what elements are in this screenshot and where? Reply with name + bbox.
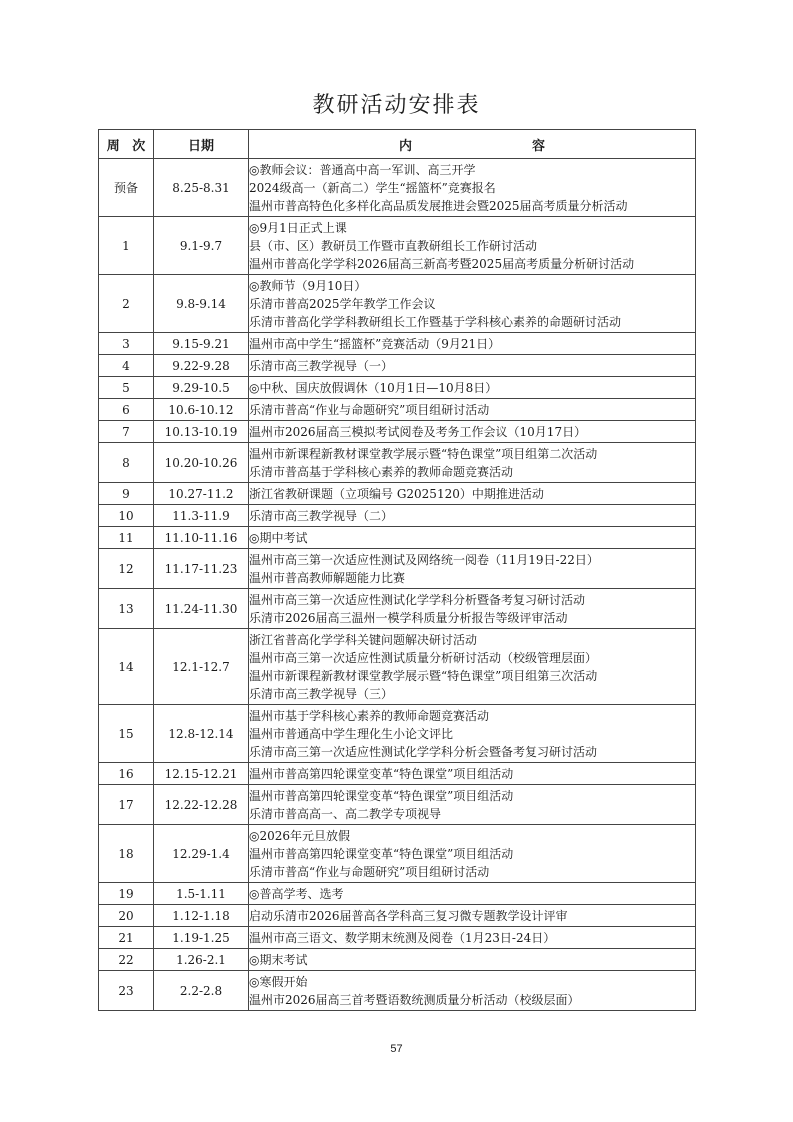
week-cell: 13 — [99, 589, 154, 629]
activity-line: 浙江省教研课题（立项编号 G2025120）中期推进活动 — [249, 486, 544, 501]
content-cell — [249, 589, 696, 629]
week-cell: 21 — [99, 927, 154, 949]
table-row — [99, 971, 696, 1011]
activity-line: ◎中秋、国庆放假调休（10月1日—10月8日） — [249, 380, 498, 395]
table-row — [99, 763, 696, 785]
activity-line: 温州市高三第一次适应性测试及网络统一阅卷（11月19日-22日） — [249, 552, 599, 567]
table-row — [99, 159, 696, 217]
date-cell: 9.22-9.28 — [154, 355, 249, 377]
content-cell — [249, 527, 696, 549]
page-number: 57 — [390, 1043, 403, 1055]
content-cell — [249, 159, 696, 217]
date-cell: 12.1-12.7 — [154, 629, 249, 705]
content-cell — [249, 549, 696, 589]
content-cell — [249, 927, 696, 949]
date-cell: 12.22-12.28 — [154, 785, 249, 825]
date-cell: 9.29-10.5 — [154, 377, 249, 399]
activity-line: 温州市普高教师解题能力比赛 — [249, 570, 406, 585]
week-cell: 22 — [99, 949, 154, 971]
content-cell — [249, 629, 696, 705]
activity-line: ◎教师节（9月10日） — [249, 278, 367, 293]
activity-line: ◎教师会议：普通高中高一军训、高三开学 — [249, 162, 476, 177]
page-title: 教研活动安排表 — [312, 93, 481, 118]
activity-line: 温州市普高特色化多样化高品质发展推进会暨2025届高考质量分析活动 — [249, 198, 628, 213]
week-cell: 8 — [99, 443, 154, 483]
table-row — [99, 421, 696, 443]
content-cell — [249, 399, 696, 421]
activity-line: 乐清市普高“作业与命题研究”项目组研讨活动 — [249, 402, 490, 417]
activity-line: 温州市2026届高三模拟考试阅卷及考务工作会议（10月17日） — [249, 424, 587, 439]
week-cell: 12 — [99, 549, 154, 589]
table-row — [99, 377, 696, 399]
date-cell: 10.20-10.26 — [154, 443, 249, 483]
week-cell: 3 — [99, 333, 154, 355]
table-header-row — [99, 130, 696, 159]
activity-line: 乐清市普高2025学年教学工作会议 — [249, 296, 436, 311]
content-cell — [249, 505, 696, 527]
content-cell — [249, 785, 696, 825]
table-row — [99, 905, 696, 927]
content-cell — [249, 355, 696, 377]
activity-line: ◎期中考试 — [249, 530, 308, 545]
week-cell: 14 — [99, 629, 154, 705]
table-row — [99, 443, 696, 483]
table-row — [99, 505, 696, 527]
date-cell: 11.17-11.23 — [154, 549, 249, 589]
date-cell: 2.2-2.8 — [154, 971, 249, 1011]
content-cell — [249, 443, 696, 483]
activity-line: 浙江省普高化学学科关键问题解决研讨活动 — [249, 632, 478, 647]
content-cell — [249, 905, 696, 927]
date-cell: 12.15-12.21 — [154, 763, 249, 785]
activity-line: 温州市普通高中学生理化生小论文评比 — [249, 726, 454, 741]
week-cell: 15 — [99, 705, 154, 763]
header-week: 周 次 — [99, 130, 154, 159]
date-cell: 10.27-11.2 — [154, 483, 249, 505]
content-cell — [249, 949, 696, 971]
content-cell — [249, 971, 696, 1011]
activity-line: 温州市新课程新教材课堂教学展示暨“特色课堂”项目组第二次活动 — [249, 446, 598, 461]
activity-line: 乐清市普高基于学科核心素养的教师命题竞赛活动 — [249, 464, 514, 479]
date-cell: 1.5-1.11 — [154, 883, 249, 905]
activity-line: 温州市高中学生“摇篮杯”竞赛活动（9月21日） — [249, 336, 501, 351]
activity-line: 温州市高三第一次适应性测试化学学科分析暨备考复习研讨活动 — [249, 592, 586, 607]
date-cell: 10.6-10.12 — [154, 399, 249, 421]
activity-line: 温州市高三第一次适应性测试质量分析研讨活动（校级管理层面） — [249, 650, 598, 665]
activity-line: 乐清市2026届高三温州一模学科质量分析报告等级评审活动 — [249, 610, 568, 625]
table-row — [99, 483, 696, 505]
week-cell: 7 — [99, 421, 154, 443]
week-cell: 11 — [99, 527, 154, 549]
content-cell — [249, 763, 696, 785]
activity-line: 县（市、区）教研员工作暨市直教研组长工作研讨活动 — [249, 238, 538, 253]
table-row — [99, 949, 696, 971]
date-cell: 12.29-1.4 — [154, 825, 249, 883]
week-cell: 5 — [99, 377, 154, 399]
date-cell: 9.15-9.21 — [154, 333, 249, 355]
activity-line: ◎2026年元旦放假 — [249, 828, 351, 843]
week-cell: 23 — [99, 971, 154, 1011]
content-cell — [249, 217, 696, 275]
date-cell: 11.10-11.16 — [154, 527, 249, 549]
date-cell: 12.8-12.14 — [154, 705, 249, 763]
week-cell: 预备 — [99, 159, 154, 217]
content-cell — [249, 275, 696, 333]
table-row — [99, 333, 696, 355]
week-cell: 9 — [99, 483, 154, 505]
week-cell: 6 — [99, 399, 154, 421]
activity-line: ◎期末考试 — [249, 952, 308, 967]
content-cell — [249, 483, 696, 505]
activity-line: 乐清市高三教学视导（三） — [249, 686, 394, 701]
activity-line: 温州市基于学科核心素养的教师命题竞赛活动 — [249, 708, 490, 723]
header-date: 日期 — [154, 130, 249, 159]
date-cell: 10.13-10.19 — [154, 421, 249, 443]
table-row — [99, 527, 696, 549]
activity-line: ◎普高学考、选考 — [249, 886, 344, 901]
table-row — [99, 275, 696, 333]
week-cell: 18 — [99, 825, 154, 883]
week-cell: 1 — [99, 217, 154, 275]
date-cell: 9.8-9.14 — [154, 275, 249, 333]
activity-line: 温州市普高第四轮课堂变革“特色课堂”项目组活动 — [249, 846, 514, 861]
date-cell: 1.19-1.25 — [154, 927, 249, 949]
table-row — [99, 825, 696, 883]
date-cell: 9.1-9.7 — [154, 217, 249, 275]
content-cell — [249, 705, 696, 763]
date-cell: 11.3-11.9 — [154, 505, 249, 527]
table-row — [99, 589, 696, 629]
week-cell: 20 — [99, 905, 154, 927]
content-cell — [249, 333, 696, 355]
table-row — [99, 549, 696, 589]
table-row — [99, 629, 696, 705]
table-row — [99, 927, 696, 949]
content-cell — [249, 421, 696, 443]
activity-line: 乐清市普高化学学科教研组长工作暨基于学科核心素养的命题研讨活动 — [249, 314, 622, 329]
date-cell: 1.26-2.1 — [154, 949, 249, 971]
week-cell: 10 — [99, 505, 154, 527]
table-row — [99, 785, 696, 825]
week-cell: 4 — [99, 355, 154, 377]
activity-line: 2024级高一（新高二）学生“摇篮杯”竞赛报名 — [249, 180, 496, 195]
week-cell: 16 — [99, 763, 154, 785]
table-row — [99, 399, 696, 421]
date-cell: 11.24-11.30 — [154, 589, 249, 629]
activity-line: ◎寒假开始 — [249, 974, 308, 989]
activity-line: ◎9月1日正式上课 — [249, 220, 347, 235]
activity-line: 温州市普高第四轮课堂变革“特色课堂”项目组活动 — [249, 788, 514, 803]
date-cell: 1.12-1.18 — [154, 905, 249, 927]
activity-line: 温州市2026届高三首考暨语数统测质量分析活动（校级层面） — [249, 992, 580, 1007]
content-cell — [249, 883, 696, 905]
activity-line: 乐清市普高“作业与命题研究”项目组研讨活动 — [249, 864, 490, 879]
activity-line: 启动乐清市2026届普高各学科高三复习微专题教学设计评审 — [249, 908, 568, 923]
table-row — [99, 355, 696, 377]
activity-line: 乐清市高三教学视导（一） — [249, 358, 394, 373]
activity-line: 温州市高三语文、数学期末统测及阅卷（1月23日-24日） — [249, 930, 556, 945]
activity-line: 乐清市普高高一、高二教学专项视导 — [249, 806, 442, 821]
table-row — [99, 217, 696, 275]
date-cell: 8.25-8.31 — [154, 159, 249, 217]
activity-line: 乐清市高三教学视导（二） — [249, 508, 394, 523]
table-row — [99, 705, 696, 763]
schedule-table — [98, 129, 696, 1011]
content-cell — [249, 377, 696, 399]
table-row — [99, 883, 696, 905]
header-content: 内容 — [249, 130, 696, 159]
week-cell: 2 — [99, 275, 154, 333]
week-cell: 19 — [99, 883, 154, 905]
activity-line: 温州市普高第四轮课堂变革“特色课堂”项目组活动 — [249, 766, 514, 781]
activity-line: 温州市普高化学学科2026届高三新高考暨2025届高考质量分析研讨活动 — [249, 256, 635, 271]
content-cell — [249, 825, 696, 883]
activity-line: 乐清市高三第一次适应性测试化学学科分析会暨备考复习研讨活动 — [249, 744, 598, 759]
activity-line: 温州市新课程新教材课堂教学展示暨“特色课堂”项目组第三次活动 — [249, 668, 598, 683]
week-cell: 17 — [99, 785, 154, 825]
